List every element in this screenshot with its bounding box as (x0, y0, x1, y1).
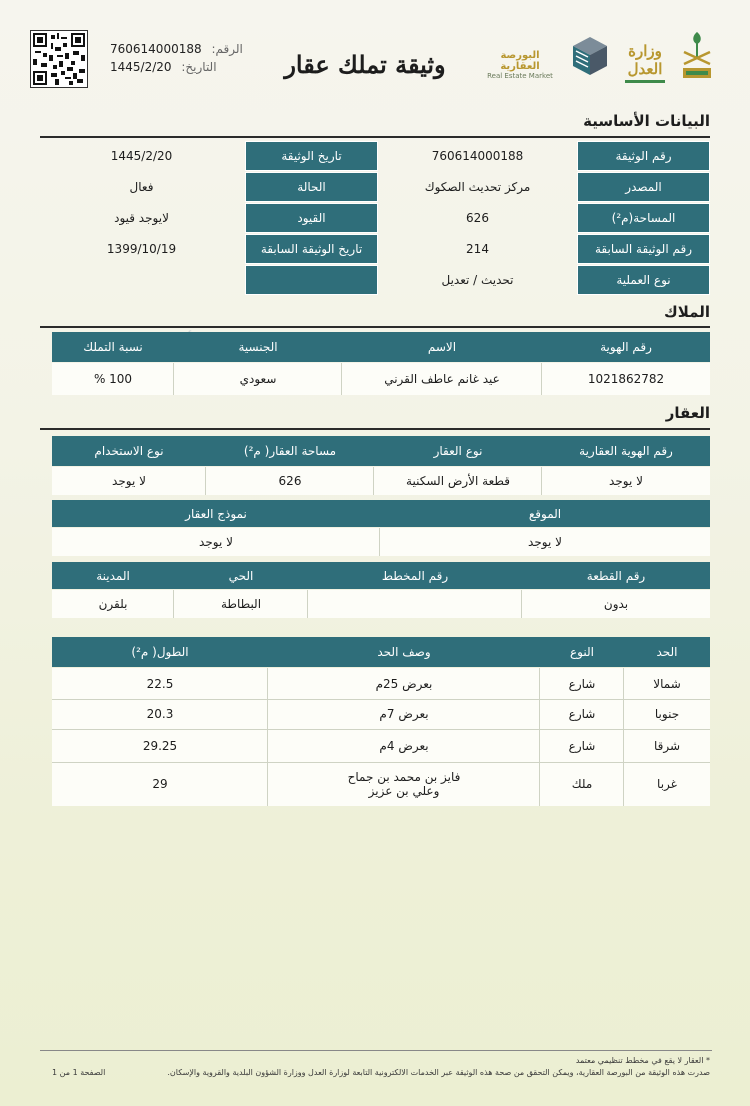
basic-label-source: المصدر (577, 172, 710, 202)
boundary-description-west: فايز بن محمد بن جماح وعلي بن عزيز (347, 770, 461, 798)
owner-nationality-value: سعودي (239, 372, 277, 386)
owners-title: الملاك (664, 303, 710, 321)
property-header-real-estate-id: رقم الهوية العقارية (579, 444, 673, 458)
document-date-value: 1445/2/20 (110, 60, 172, 74)
basic-label-area: المساحة(م²) (577, 203, 710, 233)
owner-ownership-value: 100 % (93, 372, 133, 386)
property-header-city: المدينة (96, 568, 130, 583)
document-number-line (110, 42, 243, 56)
property-header-plot-number: رقم القطعة (586, 568, 646, 583)
boundary-description-south: بعرض 7م (379, 707, 429, 721)
basic-value-operation-type: تحديث / تعديل (441, 273, 514, 287)
owners-header-row (52, 332, 710, 362)
document-number-value: 760614000188 (110, 42, 202, 56)
boundary-length-west: 29 (152, 777, 168, 791)
ministry-of-justice-logo (615, 30, 675, 80)
property-header-row-1 (52, 436, 710, 466)
property-header-location: الموقع (528, 506, 562, 521)
property-header-model: نموذج العقار (185, 506, 247, 521)
document-title: وثيقة تملك عقار (284, 50, 446, 79)
qr-code (30, 30, 88, 88)
footer-divider (40, 1050, 712, 1051)
footer-page-number: الصفحة 1 من 1 (52, 1068, 106, 1077)
real-estate-market-arabic-text: البورصة العقارية (500, 50, 540, 72)
boundary-side-east: شرقا (653, 738, 681, 753)
property-value-district: البطاطة (220, 597, 262, 611)
boundaries-header-side: الحد (656, 645, 678, 659)
basic-label-document-date: تاريخ الوثيقة (245, 141, 378, 171)
boundaries-header-description: وصف الحد (377, 645, 431, 659)
property-header-district: الحي (228, 568, 254, 583)
boundaries-table-body (52, 668, 710, 806)
basic-empty-label (245, 265, 378, 295)
basic-label-operation-type: نوع العملية (577, 265, 710, 295)
boundary-length-east: 29.25 (142, 738, 178, 753)
basic-label-previous-document-date: تاريخ الوثيقة السابقة (245, 234, 378, 264)
basic-data-title: البيانات الأساسية (583, 112, 710, 130)
boundaries-header-type: النوع (570, 645, 594, 659)
basic-value-source: مركز تحديث الصكوك (424, 180, 531, 194)
property-divider (40, 428, 710, 430)
basic-value-previous-document-date: 1399/10/19 (106, 242, 177, 256)
basic-value-document-number: 760614000188 (431, 149, 524, 163)
property-header-row-3 (52, 562, 710, 589)
owner-id-value: 1021862782 (587, 372, 665, 386)
owners-header-ownership: نسبة التملك (83, 340, 143, 354)
basic-label-previous-document-number: رقم الوثيقة السابقة (577, 234, 710, 264)
property-header-usage: نوع الاستخدام (94, 444, 164, 458)
property-header-plan-number: رقم المخطط (381, 568, 449, 583)
boundaries-header-length: الطول( م²) (131, 645, 189, 659)
property-header-area: مساحة العقار( م²) (243, 444, 337, 458)
boundary-description-east: بعرض 4م (379, 738, 429, 753)
ministry-of-justice-text: وزارة العدل (627, 42, 663, 78)
boundary-length-north: 22.5 (146, 676, 174, 691)
footer-note-verification: صدرت هذه الوثيقة من البورصة العقارية، ويمكن التحقق من صحة هذه الوثيقة عبر الخدمات الالكترونية التابعة لوزارة العدل ووزارة الشؤون البلدية والقروية والإسكان. (167, 1068, 710, 1077)
document-date-line (110, 60, 217, 74)
property-value-plan-number (308, 590, 522, 618)
basic-value-previous-document-number: 214 (466, 242, 489, 256)
real-estate-market-english-text: Real Estate Market (487, 72, 553, 80)
owner-name-value: عيد غانم عاطف القرني (384, 372, 500, 386)
property-row-1 (52, 467, 710, 495)
owners-header-id: رقم الهوية (600, 340, 652, 354)
boundary-side-north: شمالا (653, 676, 681, 691)
owners-header-nationality: الجنسية (238, 340, 278, 354)
boundary-description-north: بعرض 25م (375, 676, 433, 691)
property-value-type: قطعة الأرض السكنية (406, 474, 510, 488)
boundary-type-north: شارع (568, 676, 596, 691)
property-value-usage: لا يوجد (112, 474, 146, 488)
boundaries-header-row (52, 637, 710, 667)
footer-note-planning: * العقار لا يقع في مخطط تنظيمي معتمد (575, 1056, 710, 1065)
property-value-area: 626 (278, 474, 302, 488)
boundary-side-west: غربا (657, 777, 677, 791)
property-header-row-2 (52, 500, 710, 527)
document-date-label: التاريخ: (181, 60, 217, 74)
property-value-location: لا يوجد (528, 535, 562, 549)
basic-data-divider (40, 136, 710, 138)
basic-value-area: 626 (466, 211, 489, 225)
basic-label-status: الحالة (245, 172, 378, 202)
real-estate-market-logo (485, 40, 555, 80)
boundary-side-south: جنوبا (654, 707, 680, 721)
property-title: العقار (665, 404, 710, 422)
boundary-type-west: ملك (571, 777, 593, 791)
property-value-plot-number: بدون (603, 597, 629, 611)
basic-data-table (40, 141, 710, 295)
property-header-type: نوع العقار (433, 444, 483, 458)
boundary-length-south: 20.3 (146, 707, 174, 721)
boundary-type-south: شارع (568, 707, 596, 721)
basic-label-document-number: رقم الوثيقة (577, 141, 710, 171)
basic-label-restrictions: القيود (245, 203, 378, 233)
owners-divider (40, 326, 710, 328)
document-number-label: الرقم: (211, 42, 243, 56)
basic-value-document-date: 1445/2/20 (110, 149, 173, 163)
cube-logo-icon (570, 35, 610, 77)
owners-row (52, 363, 710, 395)
boundary-type-east: شارع (568, 738, 596, 753)
basic-value-status: فعال (129, 180, 154, 194)
basic-value-restrictions: لايوجد قيود (114, 211, 169, 225)
saudi-emblem-icon (680, 28, 714, 80)
property-value-city: بلقرن (98, 597, 128, 611)
property-row-2 (52, 528, 710, 556)
property-value-model: لا يوجد (199, 535, 233, 549)
property-value-real-estate-id: لا يوجد (609, 474, 643, 488)
owners-header-name: الاسم (427, 340, 457, 354)
property-row-3 (52, 590, 710, 618)
